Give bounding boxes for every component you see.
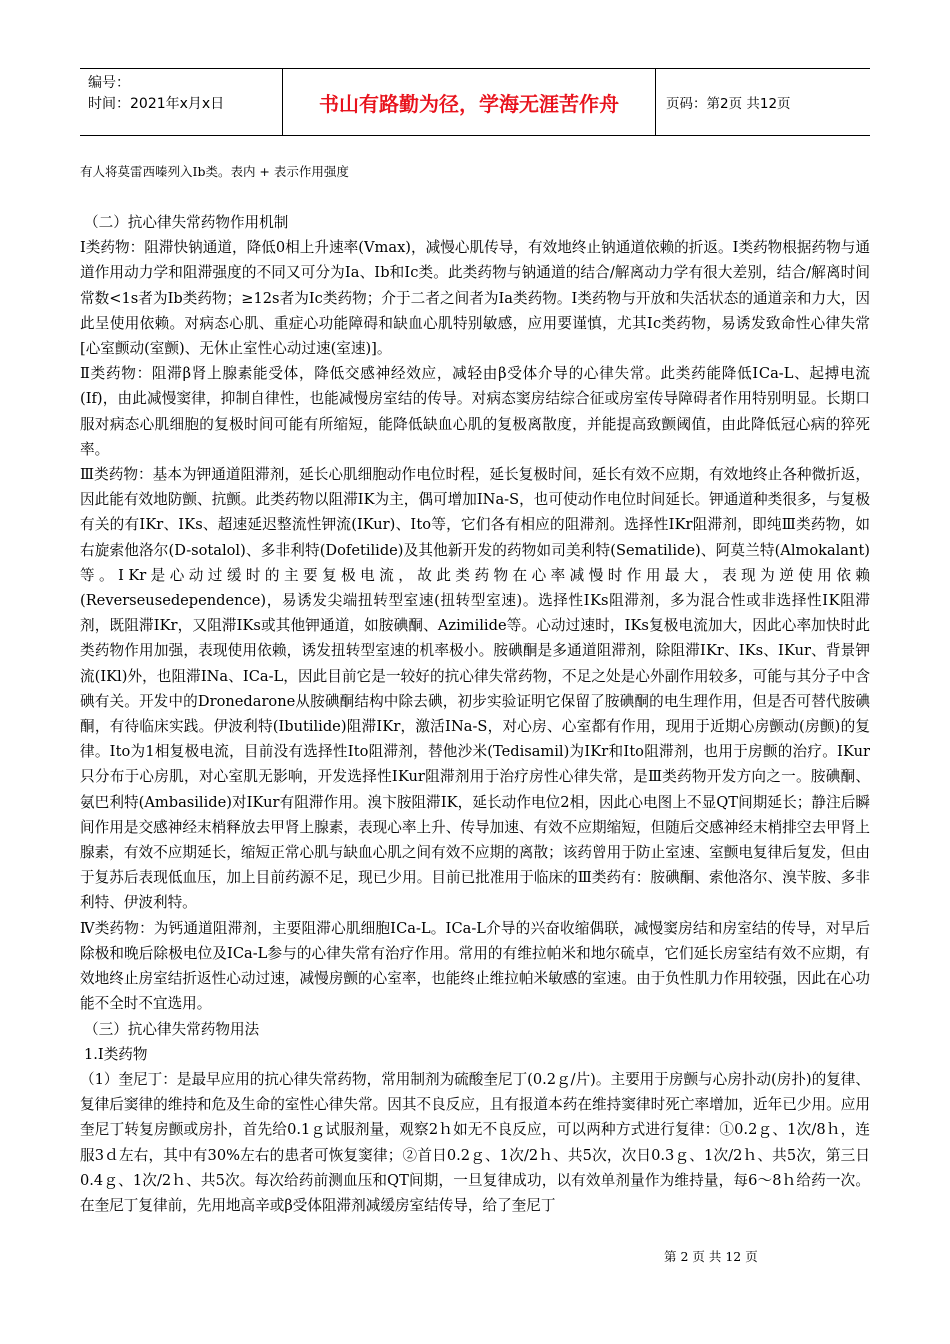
document-body [80,210,870,1218]
header-page-info: 页码：第2页 共12页 [666,96,791,112]
header-motto: 书山有路勤为径，学海无涯苦作舟 [283,69,656,135]
page-header [80,68,870,136]
paragraph: Ⅱ类药物：阻滞β肾上腺素能受体，降低交感神经效应，减轻由β受体介导的心律失常。此类药能降低ⅠCa-L、起搏电流(If)，由此减慢窦律，抑制自律性，也能减慢房室结的传导。对病态窦房结综合征或房室传导障碍者作用特别明显。长期口服对病态心肌细胞的复极时间可能有所缩短，能降低缺血心肌的复极离散度，并能提高致颤阈值，由此降低冠心病的猝死率。 [80,365,870,458]
paragraph: Ⅲ类药物：基本为钾通道阻滞剂，延长心肌细胞动作电位时程，延长复极时间，延长有效不应期，有效地终止各种微折返，因此能有效地防颤、抗颤。此类药物以阻滞ⅠK为主，偶可增加ⅠNa-S，也可使动作电位时间延长。钾通道种类很多，与复极有关的有ⅠKr、ⅠKs、超速延迟整流性钾流(IKur)、Ⅰto等，它们各有相应的阻滞剂。选择性ⅠKr阻滞剂，即纯Ⅲ类药物，如右旋索他洛尔(D-sotalol)、多非利特(Dofetilide)及其他新开发的药物如司美利特(Sematilide)、阿莫兰特(Almokalant)等。ⅠKr是心动过缓时的主要复极电流，故此类药物在心率减慢时作用最大，表现为逆使用依赖(Reverseusedependence)，易诱发尖端扭转型室速(扭转型室速)。选择性ⅠKs阻滞剂，多为混合性或非选择性ⅠK阻滞剂，既阻滞ⅠKr，又阻滞ⅠKs或其他钾通道，如胺碘酮、Azimilide等。心动过速时，ⅠKs复极电流加大，因此心率加快时此类药物作用加强，表现使用依赖，诱发扭转型室速的机率极小。胺碘酮是多通道阻滞剂，除阻滞ⅠKr、ⅠKs、ⅠKur、背景钾流(IKl)外，也阻滞ⅠNa、ⅠCa-L，因此目前它是一较好的抗心律失常药物，不足之处是心外副作用较多，可能与其分子中含碘有关。开发中的Dronedarone从胺碘酮结构中除去碘，初步实验证明它保留了胺碘酮的电生理作用，但是否可替代胺碘酮，有待临床实践。伊波利特(Ibutilide)阻滞ⅠKr，激活ⅠNa-S，对心房、心室都有作用，现用于近期心房颤动(房颤)的复律。Ⅰto为1相复极电流，目前没有选择性Ⅰto阻滞剂，替他沙米(Tedisamil)为ⅠKr和Ⅰto阻滞剂，也用于房颤的治疗。ⅠKur只分布于心房肌，对心室肌无影响，开发选择性ⅠKur阻滞剂用于治疗房性心律失常，是Ⅲ类药物开发方向之一。胺碘酮、氨巴利特(Ambasilide)对ⅠKur有阻滞作用。溴卞胺阻滞ⅠK，延长动作电位2相，因此心电图上不显QT间期延长；静注后瞬间作用是交感神经末梢释放去甲肾上腺素，表现心率上升、传导加速、有效不应期缩短，但随后交感神经末梢排空去甲肾上腺素，有效不应期延长，缩短正常心肌与缺血心肌之间有效不应期的离散；该药曾用于防止室速、室颤电复律后复发，但由于复苏后表现低血压，加上目前药源不足，现已少用。目前已批准用于临床的Ⅲ类药有：胺碘酮、索他洛尔、溴苄胺、多非利特、伊波利特。 [80,466,870,912]
section-heading: （二）抗心律失常药物作用机制 [84,214,289,231]
page-footer: 第 2 页 共 12 页 [664,1249,758,1264]
subsection-heading: 1.Ⅰ类药物 [84,1045,148,1063]
paragraph: Ⅰ类药物：阻滞快钠通道，降低0相上升速率(Ⅴmax)，减慢心肌传导，有效地终止钠通道依赖的折返。Ⅰ类药物根据药物与通道作用动力学和阻滞强度的不同又可分为Ⅰa、Ⅰb和Ⅰc类。此类药物与钠通道的结合/解离动力学有很大差别，结合/解离时间常数<1s者为Ⅰb类药物；≥12s者为Ⅰc类药物；介于二者之间者为Ⅰa类药物。Ⅰ类药物与开放和失活状态的通道亲和力大，因此呈使用依赖。对病态心肌、重症心功能障碍和缺血心肌特别敏感，应用要谨慎，尤其Ⅰc类药物，易诱发致命性心律失常[心室颤动(室颤)、无休止室性心动过速(室速)]。 [80,239,870,358]
table-note: 有人将莫雷西嗪列入Ⅰb类。表内 + 表示作用强度 [80,164,349,179]
paragraph: Ⅳ类药物：为钙通道阻滞剂，主要阻滞心肌细胞ⅠCa-L。ⅠCa-L介导的兴奋收缩偶联，减慢窦房结和房室结的传导，对早后除极和晚后除极电位及ⅠCa-L参与的心律失常有治疗作用。常用的有维拉帕米和地尔硫卓，它们延长房室结有效不应期，有效地终止房室结折返性心动过速，减慢房颤的心室率，也能终止维拉帕米敏感的室速。由于负性肌力作用较强，因此在心功能不全时不宜选用。 [80,919,870,1013]
section-heading: （三）抗心律失常药物用法 [84,1020,260,1038]
code-label: 编号： [88,75,130,91]
header-meta [80,69,283,135]
paragraph: （1）奎尼丁：是最早应用的抗心律失常药物，常用制剂为硫酸奎尼丁(0.2ｇ/片)。主要用于房颤与心房扑动(房扑)的复律、复律后窦律的维持和危及生命的室性心律失常。因其不良反应，且有报道本药在维持窦律时死亡率增加，近年已少用。应用奎尼丁转复房颤或房扑，首先给0.1ｇ试服剂量，观察2ｈ如无不良反应，可以两种方式进行复律：①0.2ｇ、1次/8ｈ，连服3ｄ左右，其中有30%左右的患者可恢复窦律；②首日0.2ｇ、1次/2ｈ、共5次，次日0.3ｇ、1次/2ｈ、共5次，第三日0.4ｇ、1次/2ｈ、共5次。每次给药前测血压和QT间期，一旦复律成功，以有效单剂量作为维持量，每6～8ｈ给药一次。在奎尼丁复律前，先用地高辛或β受体阻滞剂减缓房室结传导，给了奎尼丁 [80,1070,870,1214]
time-label: 时间：2021年x月x日 [88,96,225,112]
